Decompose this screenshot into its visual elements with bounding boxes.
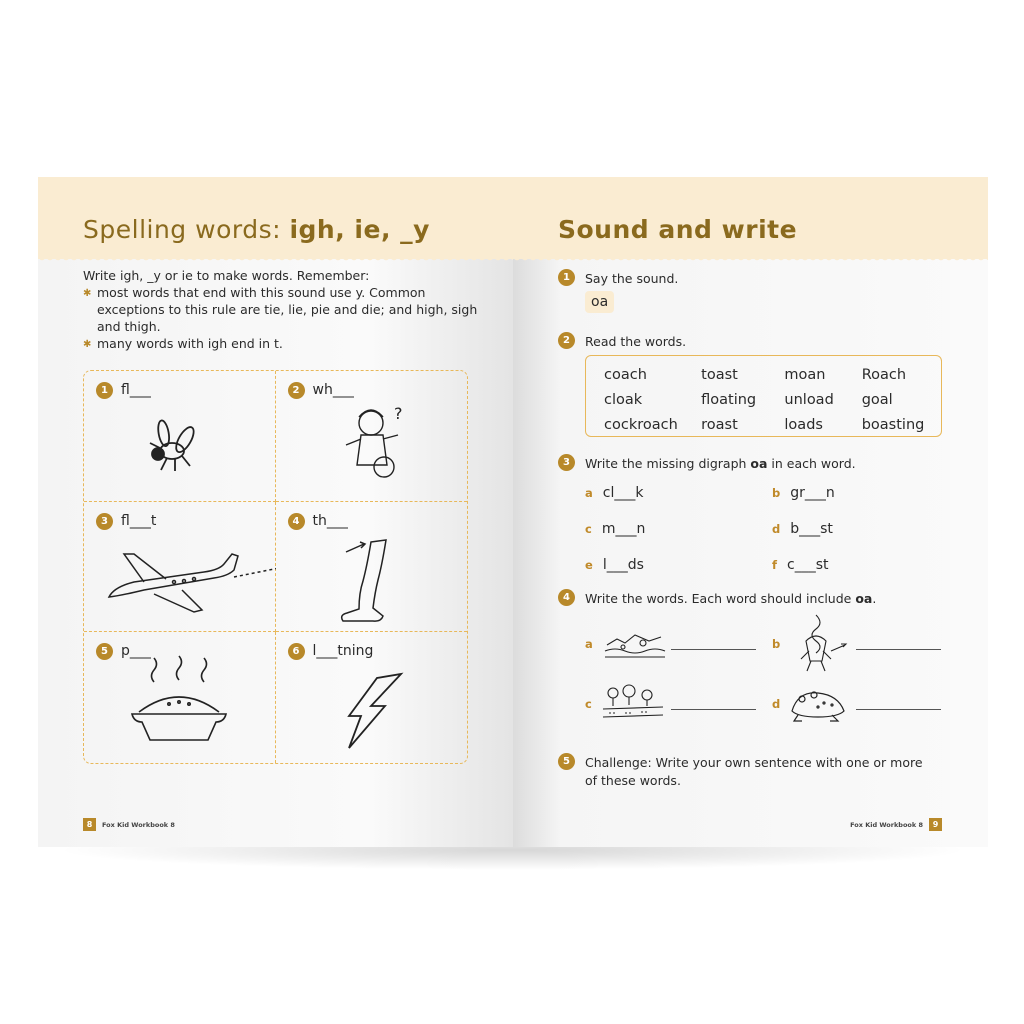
word-blank[interactable]: p___ xyxy=(121,643,151,660)
question-5 xyxy=(558,753,938,790)
answer-line[interactable] xyxy=(671,709,756,710)
item-number: 2 xyxy=(288,382,305,399)
picture-item-b: b xyxy=(772,637,781,651)
pie-icon xyxy=(84,632,276,763)
sound-box: oa xyxy=(585,291,614,313)
left-footer xyxy=(83,818,175,831)
question-number: 1 xyxy=(558,269,575,286)
fill-item-c[interactable]: c m___n xyxy=(585,521,646,537)
picture-item-c: c xyxy=(585,697,592,711)
grid-item-6 xyxy=(276,632,468,763)
rule-bullet-2: ✱ many words with igh end in t. xyxy=(83,336,283,351)
right-page xyxy=(513,177,988,847)
airplane-icon xyxy=(84,502,276,633)
answer-line[interactable] xyxy=(856,709,941,710)
word-blank[interactable]: wh___ xyxy=(312,382,354,398)
fill-item-a[interactable]: a cl___k xyxy=(585,485,644,501)
goblin-icon xyxy=(791,611,851,677)
word-blank[interactable]: fl___ xyxy=(121,382,151,398)
word-row: cloak floating unload goal xyxy=(604,391,893,408)
word-row: cockroach roast loads boasting xyxy=(604,416,925,433)
footer-title: Fox Kid Workbook 8 xyxy=(102,820,175,829)
picture-word-grid xyxy=(83,370,468,764)
star-bullet-icon: ✱ xyxy=(83,339,92,350)
page-title: Sound and write xyxy=(558,215,798,244)
question-number: 4 xyxy=(558,589,575,606)
item-number: 4 xyxy=(288,513,305,530)
road-icon xyxy=(601,683,666,723)
item-number: 5 xyxy=(96,643,113,660)
grid-item-1 xyxy=(84,371,276,502)
word-blank[interactable]: fl___t xyxy=(121,512,157,529)
question-3 xyxy=(558,454,856,473)
grid-item-3 xyxy=(84,502,276,633)
word-row: coach toast moan Roach xyxy=(604,366,907,383)
page-number: 9 xyxy=(929,818,942,831)
picture-item-d: d xyxy=(772,697,781,711)
question-text: Write the words. Each word should include oa. xyxy=(585,591,877,606)
fill-item-d[interactable]: d b___st xyxy=(772,521,833,537)
answer-line[interactable] xyxy=(856,649,941,650)
question-number: 5 xyxy=(558,753,575,770)
item-number: 3 xyxy=(96,513,113,530)
fly-icon xyxy=(84,371,276,502)
rule-bullet-1: ✱ most words that end with this sound use y. Common exceptions to this rule are tie, lie, pie and die; and high, sigh and thigh. xyxy=(83,285,478,334)
question-text: Say the sound. xyxy=(585,271,679,286)
question-number: 2 xyxy=(558,332,575,349)
word-blank[interactable]: l___tning xyxy=(312,643,374,660)
question-number: 3 xyxy=(558,454,575,471)
grid-item-2 xyxy=(276,371,468,502)
intro-line: Write igh, _y or ie to make words. Remember: xyxy=(83,268,370,283)
question-text: Challenge: Write your own sentence with one or more of these words. xyxy=(585,755,923,788)
leg-icon xyxy=(276,502,468,633)
footer-title: Fox Kid Workbook 8 xyxy=(850,820,923,829)
word-list-box xyxy=(585,355,942,437)
right-footer xyxy=(850,818,942,831)
grid-item-5 xyxy=(84,632,276,763)
confused-child-icon xyxy=(276,371,468,502)
question-2 xyxy=(558,332,686,351)
svg-text:?: ? xyxy=(393,404,402,423)
question-text: Write the missing digraph oa in each word. xyxy=(585,456,856,471)
instructions xyxy=(83,267,483,353)
toad-icon xyxy=(788,685,848,725)
grid-item-4 xyxy=(276,502,468,633)
page-title: Spelling words: igh, ie, _y xyxy=(83,215,430,244)
coast-icon xyxy=(603,629,668,664)
question-text: Read the words. xyxy=(585,334,687,349)
question-1 xyxy=(558,269,678,288)
left-page xyxy=(38,177,513,847)
item-number: 1 xyxy=(96,382,113,399)
lightning-icon xyxy=(276,632,468,763)
fill-item-f[interactable]: f c___st xyxy=(772,557,829,573)
fill-item-b[interactable]: b gr___n xyxy=(772,485,835,501)
page-number: 8 xyxy=(83,818,96,831)
answer-line[interactable] xyxy=(671,649,756,650)
star-bullet-icon: ✱ xyxy=(83,288,92,299)
question-4 xyxy=(558,589,876,608)
picture-item-a: a xyxy=(585,637,593,651)
word-blank[interactable]: th___ xyxy=(312,512,348,529)
fill-item-e[interactable]: e l___ds xyxy=(585,557,644,573)
item-number: 6 xyxy=(288,643,305,660)
